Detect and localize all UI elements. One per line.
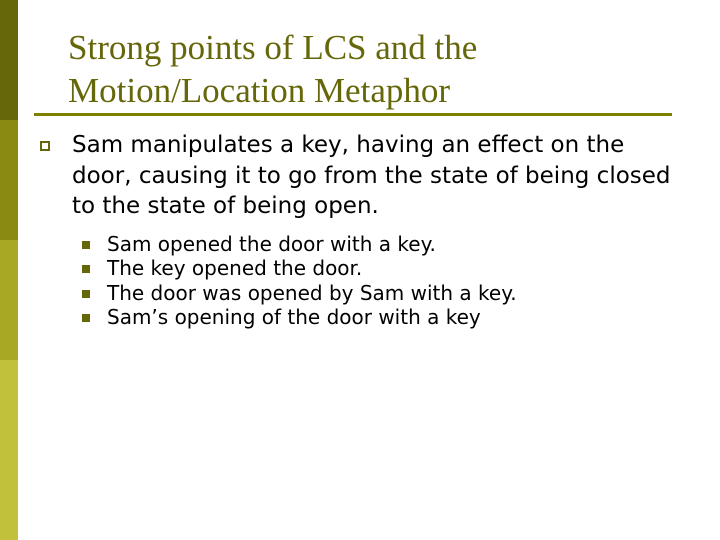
sub-bullet-item (80, 281, 680, 306)
hollow-square-bullet-icon (40, 141, 50, 151)
sub-bullet-text: The key opened the door. (107, 256, 363, 280)
slide-body (40, 130, 680, 330)
main-bullet-item (40, 130, 680, 222)
filled-square-bullet-icon (82, 290, 90, 298)
sub-bullet-text: The door was opened by Sam with a key. (107, 280, 517, 305)
filled-square-bullet-icon (82, 241, 90, 249)
sub-bullet-text: Sam’s opening of the door with a key (107, 305, 481, 329)
accent-bar-segment (0, 240, 18, 360)
title-line-1: Strong points of LCS and the (68, 28, 478, 67)
sub-bullet-item (80, 305, 680, 330)
sub-bullet-item (80, 256, 680, 281)
slide-title (68, 26, 688, 112)
accent-bar-segment (0, 0, 18, 120)
left-accent-bar (0, 0, 18, 540)
filled-square-bullet-icon (82, 314, 90, 322)
accent-bar-segment (0, 120, 18, 240)
sub-bullet-list (40, 232, 680, 330)
main-bullet-text: Sam manipulates a key, having an effect on the door, causing it to go from the state of being closed to the state of being open. (72, 132, 671, 219)
sub-bullet-text: Sam opened the door with a key. (107, 231, 436, 256)
sub-bullet-item (80, 232, 680, 257)
title-line-2: Motion/Location Metaphor (68, 71, 451, 110)
filled-square-bullet-icon (82, 265, 90, 273)
accent-bar-segment (0, 360, 18, 540)
title-underline (34, 113, 672, 116)
